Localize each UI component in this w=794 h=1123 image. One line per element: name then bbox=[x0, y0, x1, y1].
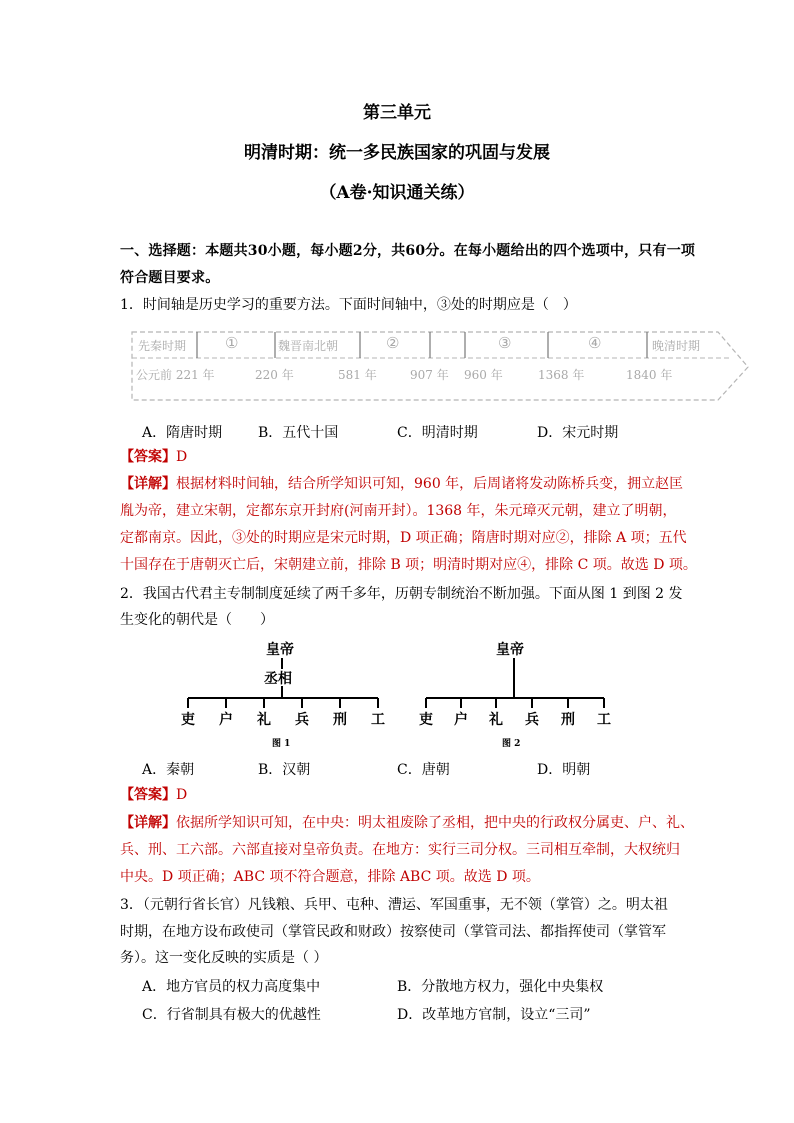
timeline-year: 1840 年 bbox=[626, 368, 673, 382]
q1-option-d: D．宋元时期 bbox=[537, 425, 619, 441]
timeline-period: ③ bbox=[498, 334, 512, 352]
timeline-period: 魏晋南北朝 bbox=[278, 339, 339, 353]
q1-analysis-line: 定都南京。因此，③处的时期应是宋元时期，D 项正确；隋唐时期对应②，排除 A 项；五代 bbox=[120, 530, 687, 546]
q2-option-d: D．明朝 bbox=[537, 762, 591, 778]
figure-caption: 图 2 bbox=[502, 739, 521, 749]
q1-answer bbox=[120, 444, 187, 471]
analysis-label: 【详解】 bbox=[120, 476, 176, 492]
timeline-year: 960 年 bbox=[464, 368, 503, 382]
timeline-period: ④ bbox=[588, 334, 602, 352]
q2-option-a: A．秦朝 bbox=[142, 762, 195, 778]
timeline-year: 581 年 bbox=[338, 368, 377, 382]
q3-option-d: D．改革地方官制，设立“三司” bbox=[397, 1007, 591, 1023]
answer-value: D bbox=[176, 787, 188, 803]
analysis-text: 依据所学知识可知，在中央：明太祖废除了丞相，把中央的行政权分属吏、户、礼、 bbox=[176, 815, 694, 831]
timeline-year: 公元前 221 年 bbox=[136, 368, 215, 382]
org-chancellor: 丞相 bbox=[264, 671, 292, 687]
timeline-year: 1368 年 bbox=[538, 368, 585, 382]
org-ministry: 吏 bbox=[181, 712, 195, 728]
q1-timeline bbox=[120, 326, 754, 404]
q2-stem-line: 生变化的朝代是（ ） bbox=[120, 612, 274, 628]
answer-value: D bbox=[176, 449, 188, 465]
answer-label: 【答案】 bbox=[120, 787, 176, 803]
org-ministry: 工 bbox=[371, 712, 385, 728]
timeline-year: 907 年 bbox=[410, 368, 449, 382]
org-ministry: 刑 bbox=[333, 712, 347, 728]
q2-analysis-line: 兵、刑、工六部。六部直接对皇帝负责。在地方：实行三司分权。三司相互牵制，大权统归 bbox=[120, 842, 680, 858]
page-title: 明清时期：统一多民族国家的巩固与发展 bbox=[244, 143, 550, 163]
section-heading-line2: 符合题目要求。 bbox=[120, 270, 220, 286]
org-ministry: 刑 bbox=[561, 712, 575, 728]
analysis-label: 【详解】 bbox=[120, 815, 176, 831]
org-ministry: 礼 bbox=[257, 712, 271, 728]
org-emperor: 皇帝 bbox=[266, 642, 294, 658]
timeline-period: 先秦时期 bbox=[138, 339, 187, 353]
page-subtitle: （A卷·知识通关练） bbox=[319, 183, 475, 203]
org-ministry: 户 bbox=[454, 712, 468, 728]
timeline-period: ② bbox=[386, 334, 400, 352]
q3-option-c: C．行省制具有极大的优越性 bbox=[142, 1007, 321, 1023]
figure-2 bbox=[418, 636, 618, 752]
q3-stem-line: 3．（元朝行省长官）凡钱粮、兵甲、屯种、漕运、军国重事，无不领（掌管）之。明太祖 bbox=[120, 897, 668, 913]
q3-stem-line: 务）。这一变化反映的实质是（ ） bbox=[120, 950, 328, 966]
q3-option-a: A．地方官员的权力高度集中 bbox=[142, 979, 321, 995]
answer-label: 【答案】 bbox=[120, 449, 176, 465]
q3-stem-line: 时期，在地方设布政使司（掌管民政和财政）按察使司（掌管司法、都指挥使司（掌管军 bbox=[120, 924, 666, 940]
q3-option-b: B．分散地方权力，强化中央集权 bbox=[397, 979, 604, 995]
timeline-period: 晚清时期 bbox=[652, 339, 701, 353]
org-ministry: 礼 bbox=[489, 712, 503, 728]
q1-option-a: A．隋唐时期 bbox=[142, 425, 223, 441]
q2-analysis-line bbox=[120, 810, 694, 837]
q1-option-b: B．五代十国 bbox=[258, 425, 339, 441]
org-ministry: 户 bbox=[219, 712, 233, 728]
org-ministry: 吏 bbox=[419, 712, 433, 728]
unit-title: 第三单元 bbox=[363, 103, 431, 123]
figure-1 bbox=[178, 636, 390, 752]
org-ministry: 工 bbox=[597, 712, 611, 728]
q2-option-b: B．汉朝 bbox=[258, 762, 311, 778]
q2-analysis-line: 中央。D 项正确；ABC 项不符合题意，排除 ABC 项。故选 D 项。 bbox=[120, 869, 540, 885]
q2-stem-line: 2．我国古代君主专制制度延续了两千多年，历朝专制统治不断加强。下面从图 1 到图 2 发 bbox=[120, 586, 683, 602]
org-emperor: 皇帝 bbox=[496, 642, 524, 658]
q1-stem: 1．时间轴是历史学习的重要方法。下面时间轴中，③处的时期应是（ ） bbox=[120, 297, 577, 313]
analysis-text: 根据材料时间轴，结合所学知识可知，960 年，后周诸将发动陈桥兵变，拥立赵匡 bbox=[176, 476, 684, 492]
org-ministry: 兵 bbox=[295, 712, 309, 728]
timeline-period: ① bbox=[225, 334, 239, 352]
q1-analysis-line bbox=[120, 471, 683, 498]
q1-analysis-line: 十国存在于唐朝灭亡后，宋朝建立前，排除 B 项；明清时期对应④，排除 C 项。故选 D 项。 bbox=[120, 557, 697, 573]
q2-option-c: C．唐朝 bbox=[397, 762, 450, 778]
figure-caption: 图 1 bbox=[272, 739, 291, 749]
q2-answer bbox=[120, 782, 187, 809]
org-ministry: 兵 bbox=[525, 712, 539, 728]
q1-option-c: C．明清时期 bbox=[397, 425, 478, 441]
timeline-year: 220 年 bbox=[255, 368, 294, 382]
q1-analysis-line: 胤为帝，建立宋朝，定都东京开封府(河南开封）。1368 年，朱元璋灭元朝，建立了明朝， bbox=[120, 503, 677, 519]
section-heading-line1: 一、选择题：本题共30小题，每小题2分，共60分。在每小题给出的四个选项中，只有一项 bbox=[120, 243, 696, 259]
